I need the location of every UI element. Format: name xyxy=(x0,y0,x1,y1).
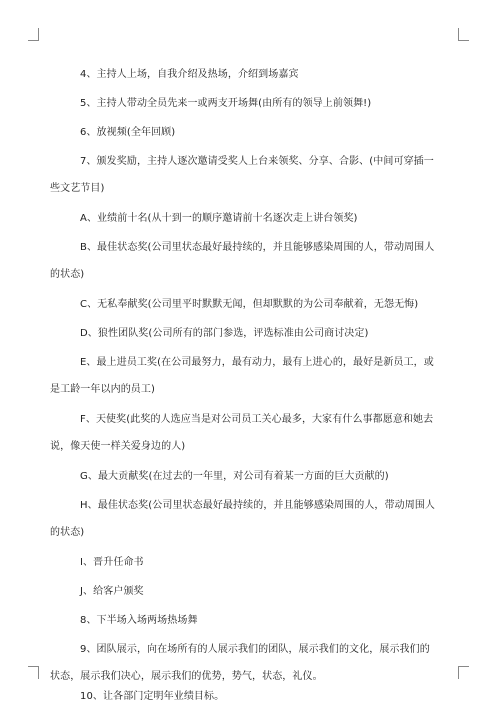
award-g-contribution: G、最大贡献奖(在过去的一年里，对公司有着某一方面的巨大贡献的) xyxy=(80,471,389,482)
award-d-wolf-team: D、狼性团队奖(公司所有的部门参选，评选标准由公司商讨决定) xyxy=(80,328,369,339)
award-e-progress: E、最上进员工奖(在公司最努力，最有动力，最有上进心的，最好是新员工，或 xyxy=(80,357,434,368)
item-5-opening-dance: 5、主持人带动全员先来一或两支开场舞(由所有的领导上前领舞!) xyxy=(80,98,372,109)
item-9-team-show: 9、团队展示，向在场所有的人展示我们的团队，展示我们的文化，展示我们的 xyxy=(80,644,430,655)
item-i-promotion: I、晋升任命书 xyxy=(80,557,144,568)
item-8-second-half-dance: 8、下半场入场两场热场舞 xyxy=(80,615,198,626)
item-7-awards-cont: 些文艺节目) xyxy=(50,183,105,194)
award-h-best-state-cont: 的状态) xyxy=(50,527,85,538)
item-10-targets: 10、让各部门定明年业绩目标。 xyxy=(80,691,225,702)
award-f-angel: F、天使奖(此奖的人选应当是对公司员工关心最多，大家有什么事都愿意和她去 xyxy=(80,414,434,425)
award-c-selfless: C、无私奉献奖(公司里平时默默无闻，但却默默的为公司奉献着，无怨无悔) xyxy=(80,299,419,310)
item-9-team-show-cont: 状态，展示我们决心，展示我们的优势，势气，状态，礼仪。 xyxy=(50,671,323,682)
crop-mark-bottom-left xyxy=(28,666,39,679)
item-j-client-award: J、给客户颁奖 xyxy=(80,586,144,597)
award-b-best-state-cont: 的状态) xyxy=(50,269,85,280)
item-4-host-entrance: 4、主持人上场，自我介绍及热场，介绍到场嘉宾 xyxy=(80,69,299,80)
crop-mark-bottom-right xyxy=(458,666,469,679)
item-7-awards: 7、颁发奖励，主持人逐次邀请受奖人上台来领奖、分享、合影、(中间可穿插一 xyxy=(80,156,434,167)
item-6-video: 6、放视频(全年回顾) xyxy=(80,127,176,138)
award-f-angel-cont: 说，像天使一样关爱身边的人) xyxy=(50,441,186,452)
award-a-top-ten: A、业绩前十名(从十到一的顺序邀请前十名逐次走上讲台领奖) xyxy=(80,213,358,224)
award-e-progress-cont: 是工龄一年以内的员工) xyxy=(50,384,156,395)
crop-mark-top-right xyxy=(458,28,469,41)
crop-mark-top-left xyxy=(28,28,39,41)
award-h-best-state: H、最佳状态奖(公司里状态最好最持续的，并且能够感染周围的人，带动周围人 xyxy=(80,500,436,511)
award-b-best-state: B、最佳状态奖(公司里状态最好最持续的，并且能够感染周围的人，带动周围人 xyxy=(80,242,435,253)
